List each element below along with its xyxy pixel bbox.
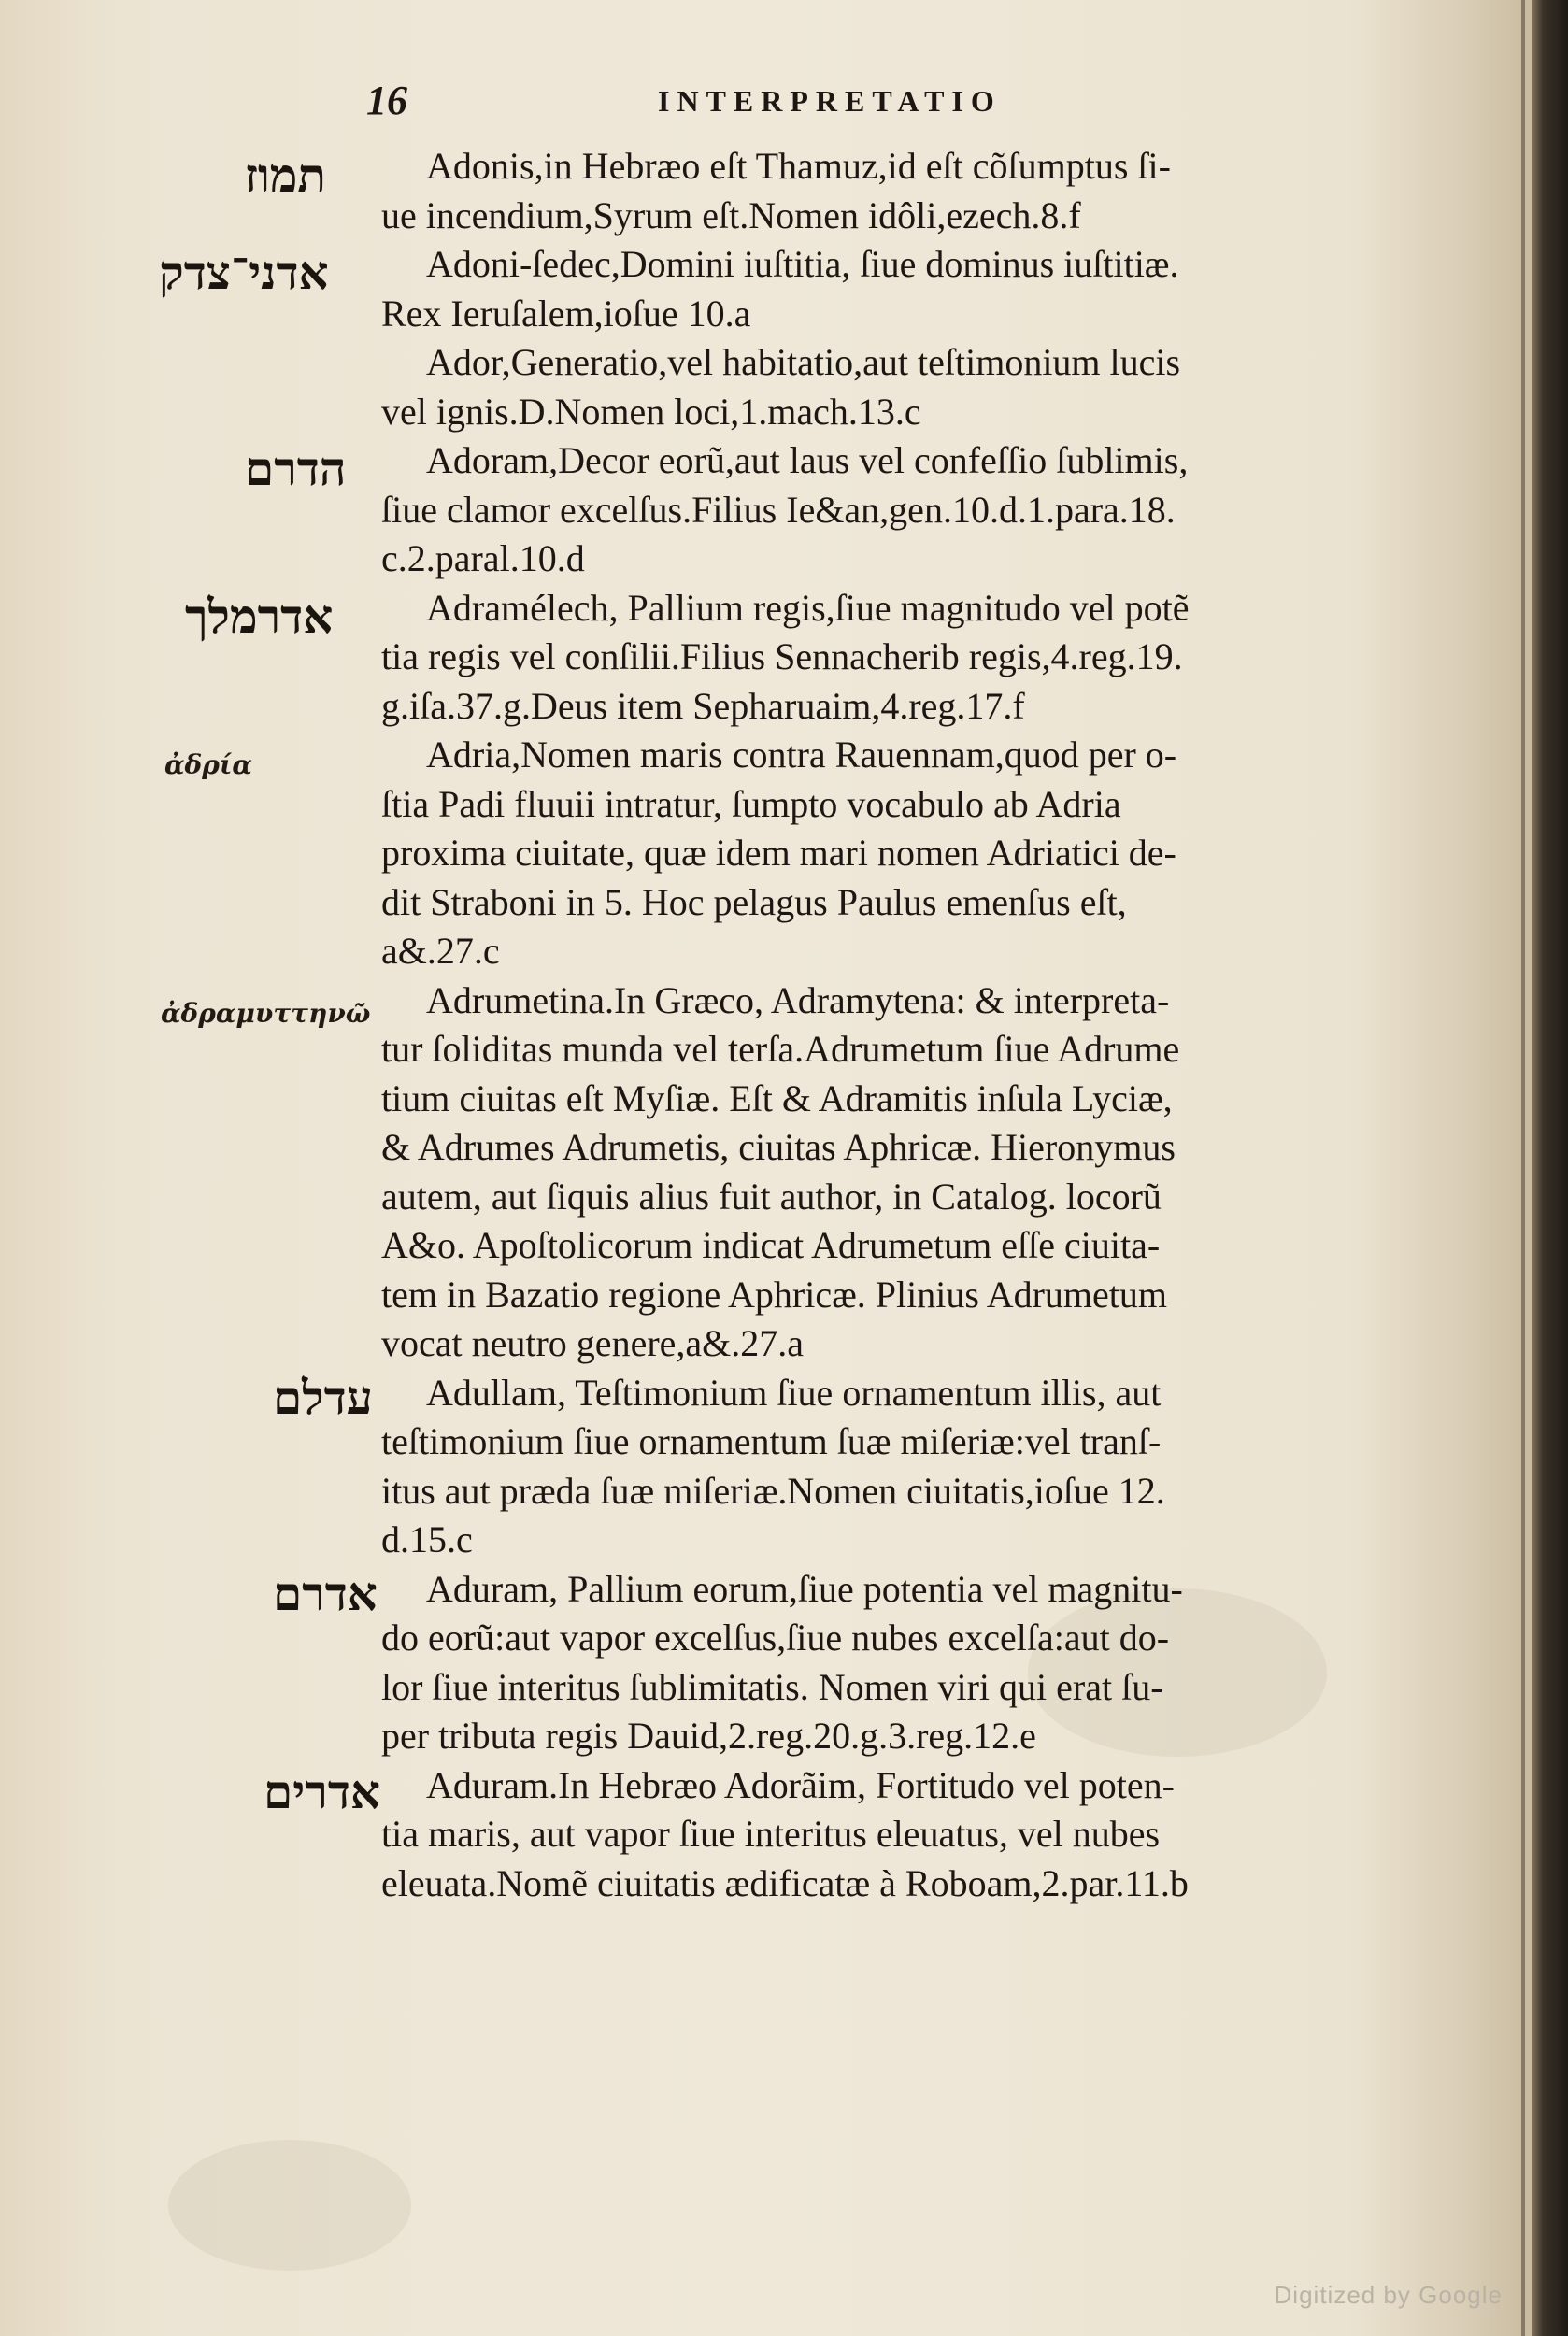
text-line: Adramélech, Pallium regis,ſiue magnitudo vel potẽ (426, 586, 1190, 629)
page-edge (1521, 0, 1525, 2336)
text-line: Rex Ieruſalem,ioſue 10.a (381, 292, 751, 335)
entry-adrumetina (381, 976, 1418, 1369)
book-spine (1532, 0, 1568, 2336)
text-line: tem in Bazatio regione Aphricæ. Plinius Adrumetum (381, 1273, 1167, 1316)
text-line: ſtia Padi fluuii intratur, ſumpto vocabulo ab Adria (381, 782, 1121, 825)
entry-adullam (381, 1369, 1418, 1565)
entry-adria (381, 731, 1418, 976)
entry-aduram (381, 1565, 1418, 1761)
greek-margin-label: ἀδρία (164, 749, 252, 780)
paper-stain (168, 2140, 411, 2271)
text-line: Adrumetina.In Græco, Adramytena: & interpreta- (426, 978, 1170, 1021)
text-line: Aduram, Pallium eorum,ſiue potentia vel magnitu- (426, 1567, 1183, 1610)
text-line: a&.27.c (381, 930, 500, 972)
text-line: Ador,Generatio,vel habitatio,aut teſtimonium lucis (426, 341, 1181, 383)
text-line: vocat neutro genere,a&.27.a (381, 1322, 805, 1364)
greek-margin-label: ἀδραμυττηνῶ (161, 998, 371, 1029)
text-line: ſiue clamor excelſus.Filius Ie&an,gen.10.d.1.para.18. (381, 488, 1176, 531)
text-line: & Adrumes Adrumetis, ciuitas Aphricæ. Hieronymus (381, 1126, 1176, 1168)
text-line: d.15.c (381, 1518, 473, 1560)
text-line: autem, aut ſiquis alius fuit author, in Catalog. locorũ (381, 1175, 1162, 1218)
text-line: Adoni-ſedec,Domini iuſtitia, ſiue dominus iuſtitiæ. (426, 243, 1179, 285)
text-line: proxima ciuitate, quæ idem mari nomen Adriatici de- (381, 832, 1176, 874)
hebrew-margin-label: תמוז (245, 148, 326, 203)
hebrew-margin-label: עדלם (273, 1370, 373, 1425)
text-line: g.iſa.37.g.Deus item Sepharuaim,4.reg.17.f (381, 684, 1025, 727)
text-line: Adria,Nomen maris contra Rauennam,quod per o- (426, 734, 1177, 776)
text-line: tur ſoliditas munda vel terſa.Adrumetum ſiue Adrume (381, 1028, 1180, 1070)
page-header (366, 77, 1114, 133)
dictionary-text (381, 142, 1418, 1908)
running-head: INTERPRETATIO (658, 84, 1002, 118)
hebrew-margin-label: הדרם (245, 441, 347, 496)
entry-ador (381, 338, 1418, 436)
entry-adonis (381, 142, 1418, 240)
text-line: vel ignis.D.Nomen loci,1.mach.13.c (381, 390, 921, 433)
text-line: tium ciuitas eſt Myſiæ. Eſt & Adramitis inſula Lyciæ, (381, 1076, 1173, 1119)
text-line: eleuata.Nomẽ ciuitatis ædificatæ à Roboam,2.par.11.b (381, 1861, 1189, 1904)
text-line: do eorũ:aut vapor excelſus,ſiue nubes excelſa:aut do- (381, 1617, 1170, 1659)
text-line: dit Straboni in 5. Hoc pelagus Paulus emenſus eſt, (381, 880, 1127, 923)
entry-aduram-adoraim (381, 1761, 1418, 1909)
entry-adramelech (381, 584, 1418, 732)
text-line: Adullam, Teſtimonium ſiue ornamentum illis, aut (426, 1371, 1162, 1414)
text-line: tia maris, aut vapor ſiue interitus eleuatus, vel nubes (381, 1813, 1161, 1855)
text-line: Adoram,Decor eorũ,aut laus vel confeſſio ſublimis, (426, 439, 1189, 481)
text-line: per tributa regis Dauid,2.reg.20.g.3.reg.12.e (381, 1715, 1036, 1757)
text-line: itus aut præda ſuæ miſeriæ.Nomen ciuitatis,ioſue 12. (381, 1469, 1165, 1512)
hebrew-margin-label: אדרם (273, 1566, 378, 1621)
text-line: c.2.paral.10.d (381, 537, 585, 579)
text-line: Adonis,in Hebræo eſt Thamuz,id eſt cõſumptus ſi- (426, 145, 1171, 187)
entry-adoram (381, 436, 1418, 584)
hebrew-margin-label: אדרמלך (185, 589, 334, 644)
page-number: 16 (366, 78, 407, 123)
entry-adoni-sedec (381, 240, 1418, 338)
text-line: A&o. Apoſtolicorum indicat Adrumetum eſſe ciuita- (381, 1224, 1161, 1266)
hebrew-margin-label: אדרים (264, 1764, 381, 1819)
text-line: tia regis vel conſilii.Filius Sennacherib regis,4.reg.19. (381, 635, 1183, 677)
text-line: Aduram.In Hebræo Adorãim, Fortitudo vel poten- (426, 1763, 1175, 1806)
text-line: ue incendium,Syrum eſt.Nomen idôli,ezech.8.f (381, 193, 1081, 236)
hebrew-margin-label: אדני־צדק (159, 245, 329, 300)
digitization-watermark: Digitized by Google (1274, 2281, 1503, 2309)
text-line: teſtimonium ſiue ornamentum ſuæ miſeriæ:vel tranſ- (381, 1420, 1162, 1462)
text-line: lor ſiue interitus ſublimitatis. Nomen viri qui erat ſu- (381, 1665, 1163, 1708)
